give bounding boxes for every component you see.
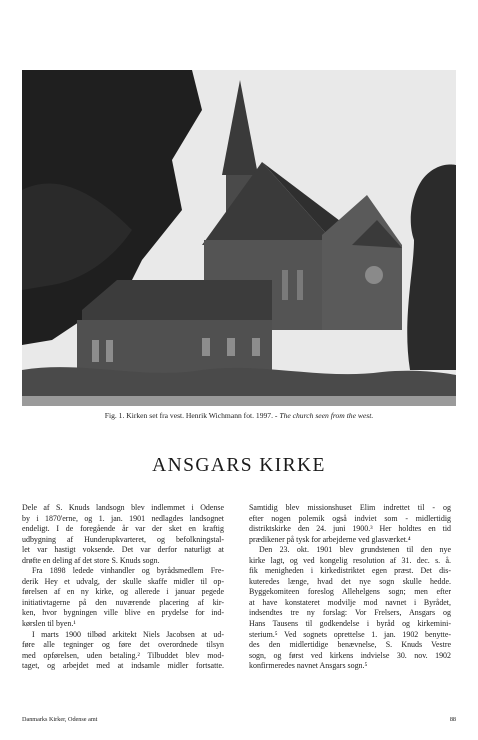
text-line: konfirmeredes navnet Ansgars sogn.⁵ (249, 661, 368, 671)
text-line: med opførelsen, uden betaling.² Tilbuddet blev mod- (22, 650, 224, 660)
text-line: by i 1870'erne, og 1. jan. 1901 nedlagdes landsognet (22, 513, 224, 523)
running-footer: Danmarks Kirker, Odense amt (22, 716, 98, 723)
church-photograph (22, 70, 456, 406)
text-line: Dele af S. Knuds landsogn blev indlemmet i Odense (22, 503, 224, 512)
text-line: let var hastigt voksende. Det var derfor naturligt at (22, 545, 224, 555)
page-title: ANSGARS KIRKE (152, 455, 326, 476)
text-line: Den 23. okt. 1901 blev grundstenen til den nye (259, 545, 451, 555)
text-line: udbygning af Hunderupkvarteret, og befolkningstal- (22, 534, 224, 544)
text-line: endeligt. I de foregående år var der sket en kraftig (22, 524, 224, 534)
text-line: Hans Tausens til godkendelse i byråd og kirkemini- (249, 619, 451, 629)
caption-english: The church seen from the west. (279, 411, 374, 420)
caption-danish: Fig. 1. Kirken set fra vest. Henrik Wichmann fot. 1997. - (104, 411, 278, 420)
photo-caption (22, 411, 456, 421)
text-line: Samtidig blev missionshuset Elim indrettet til - og (249, 503, 451, 512)
text-line: indsendtes tre ny forslag: Vor Frelsers, Ansgars og (249, 608, 451, 618)
right-text-column (249, 503, 451, 672)
text-line: distriktskirke den 24. juni 1900.³ Her holdtes en tid (249, 524, 451, 534)
text-line: kirke lagt, og ved kongelig resolution af 31. dec. s. å. (249, 555, 451, 565)
text-line: kørslen til byen.¹ (22, 619, 76, 629)
text-line: I marts 1900 tilbød arkitekt Niels Jacobsen at ud- (32, 629, 224, 639)
text-line: des den midlertidige benævnelse, S. Knuds Vestre (249, 640, 451, 650)
text-line: Fra 1898 ledede vinhandler og byrådsmedlem Fre- (32, 566, 224, 576)
church-photo-illustration (22, 70, 456, 406)
text-line: taget, og arbejdet med at indsamle midler fortsatte. (22, 661, 224, 671)
text-line: ken, hvor bygningen ville blive en prydelse for ind- (22, 608, 224, 618)
page-number: 88 (449, 716, 456, 723)
text-line: sterium.⁵ Ved sognets oprettelse 1. jan. 1902 benytte- (249, 629, 451, 639)
text-line: drøfte en deling af det store S. Knuds sogn. (22, 555, 160, 565)
left-text-column (22, 503, 224, 672)
text-line: derik Hey et udvalg, der skulle skaffe midler til op- (22, 576, 224, 586)
text-line: førelsen af en ny kirke, og allerede i januar pegede (22, 587, 224, 597)
text-line: efter nogen polemik også indviet som - midlertidig (249, 513, 451, 523)
text-line: kuteredes længe, hvad det nye sogn skulle hedde. (249, 576, 451, 586)
text-line: føre alle tegninger og føre det overordnede tilsyn (22, 640, 224, 650)
text-line: fik menigheden i kirkedistriktet egen præst. Det dis- (249, 566, 451, 576)
text-line: initiativtagerne på den nuværende placering af kir- (22, 597, 224, 607)
text-line: sogn, og først ved kirkens indvielse 30. nov. 1902 (249, 650, 451, 660)
text-line: prædikener på tysk for arbejderne ved glasværket.⁴ (249, 534, 411, 544)
text-line: at have konstateret modvilje mod navnet i Byrådet, (249, 597, 451, 607)
text-line: Byggekomiteen foreslog Allehelgens sogn; men efter (249, 587, 451, 597)
